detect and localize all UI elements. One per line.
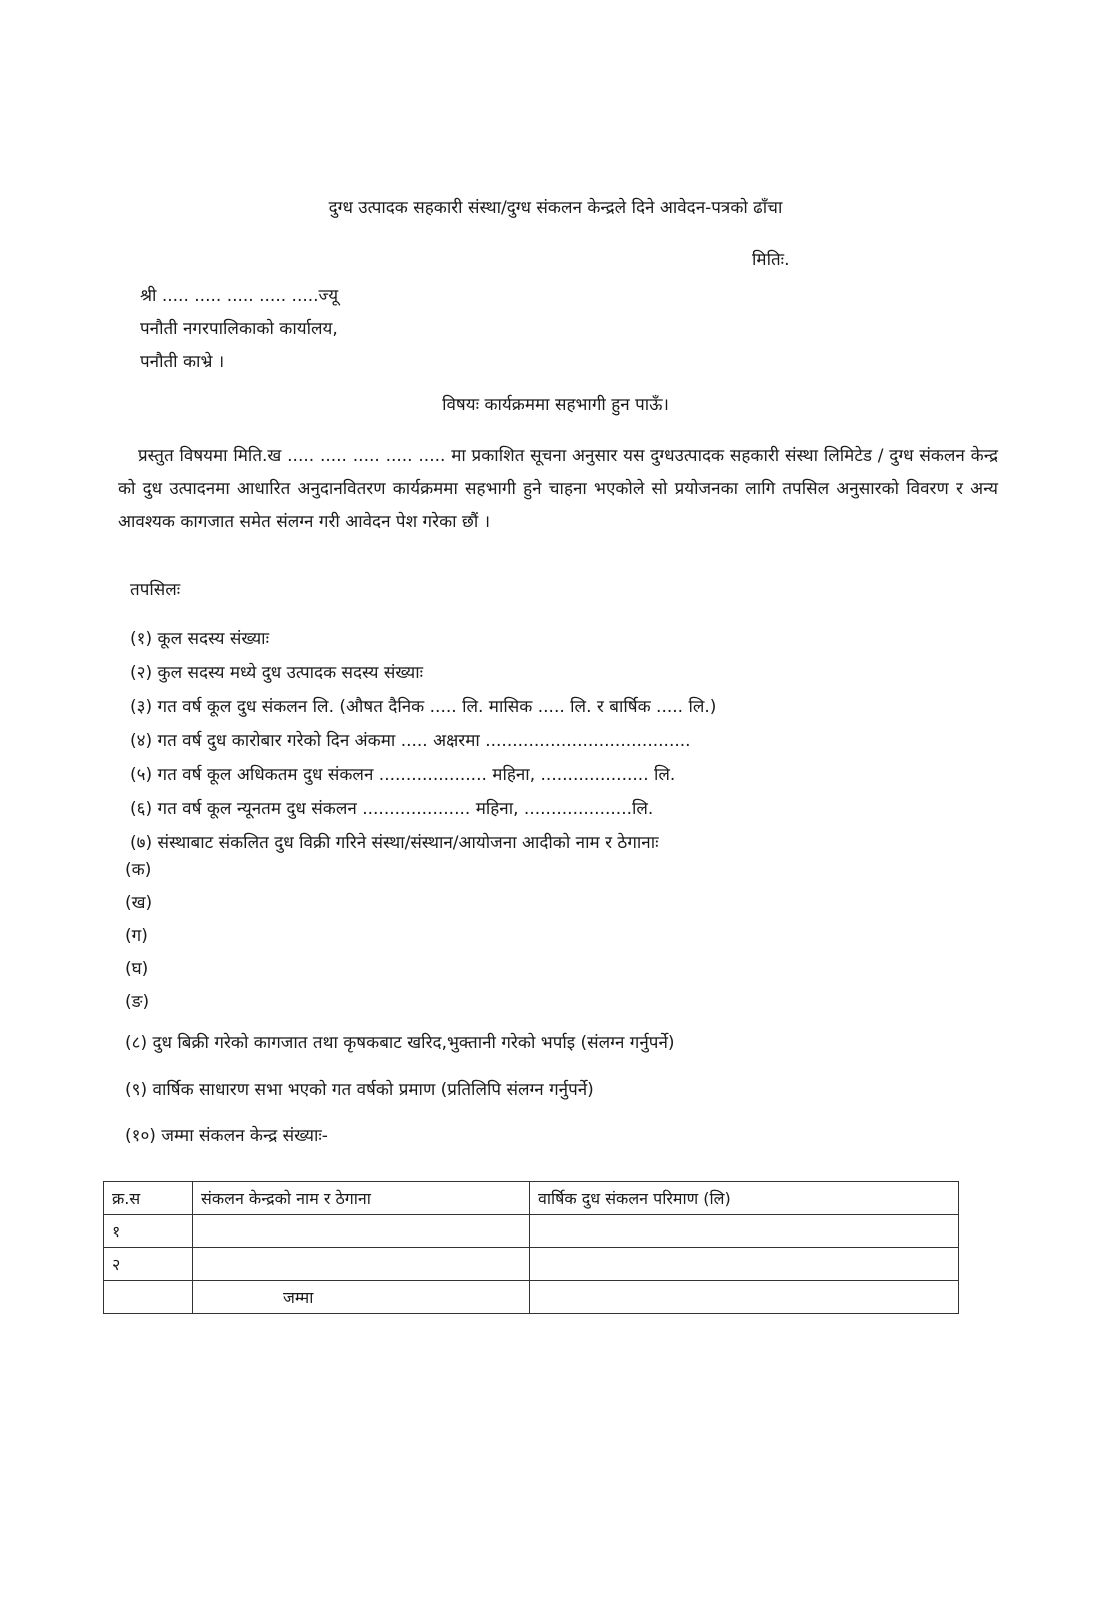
row-quantity-cell [530,1248,959,1281]
detail-item-8: (८) दुध बिक्री गरेको कागजात तथा कृषकबाट खरिद,भुक्तानी गरेको भर्पाइ (संलग्न गर्नुपर्ने) [125,1033,675,1053]
detail-item-2: (२) कुल सदस्य मध्ये दुध उत्पादक सदस्य संख्याः [130,663,424,683]
total-serial-cell [104,1281,193,1314]
sub-item-gha: (घ) [125,959,149,979]
recipient-office-line: पनौती नगरपालिकाको कार्यालय, [140,319,338,339]
tapasil-label: तपसिलः [130,580,181,600]
row-centre-name-cell [193,1248,530,1281]
subject-line: विषयः कार्यक्रममा सहभागी हुन पाऊँ। [442,395,669,415]
table-row [104,1248,959,1281]
header-serial-number: क्र.स [104,1182,193,1215]
table-row [104,1215,959,1248]
detail-item-7: (७) संस्थाबाट संकलित दुध विक्री गरिने संस्था/संस्थान/आयोजना आदीको नाम र ठेगानाः [130,833,659,853]
detail-item-5: (५) गत वर्ष कूल अधिकतम दुध संकलन .................... महिना, .................... लि. [130,765,676,785]
row-centre-name-cell [193,1215,530,1248]
row-serial-number: १ [104,1215,193,1248]
total-label: जम्मा [193,1281,530,1314]
sub-item-nga: (ङ) [125,992,150,1012]
sub-item-ka: (क) [125,860,152,880]
detail-item-10: (१०) जम्मा संकलन केन्द्र संख्याः- [125,1126,328,1146]
table-header-row [104,1182,959,1215]
form-title: दुग्ध उत्पादक सहकारी संस्था/दुग्ध संकलन केन्द्रले दिने आवेदन-पत्रको ढाँचा [328,198,783,218]
header-annual-quantity: वार्षिक दुध संकलन परिमाण (लि) [530,1182,959,1215]
table-total-row [104,1281,959,1314]
collection-centre-table [103,1181,959,1314]
sub-item-ga: (ग) [125,926,148,946]
detail-item-9: (९) वार्षिक साधारण सभा भएको गत वर्षको प्रमाण (प्रतिलिपि संलग्न गर्नुपर्ने) [125,1080,594,1100]
row-quantity-cell [530,1215,959,1248]
body-paragraph: प्रस्तुत विषयमा मिति.ख ..... ..... ..... ..... ..... मा प्रकाशित सूचना अनुसार यस दुग्धउत्पादक सहकारी संस्था लिमिटेड / दुग्ध संकलन केन्द्र को दुध उत्पादनमा आधारित अनुदानवितरण कार्यक्रममा सहभागी हुने चाहना भएकोले सो प्रयोजनका लागि तपसिल अनुसारको विवरण र अन्य आवश्यक कागजात समेत संलग्न गरी आवेदन पेश गरेका छौं । [118,446,998,532]
recipient-name-line: श्री ..... ..... ..... ..... .....ज्यू [140,286,339,306]
total-quantity-cell [530,1281,959,1314]
recipient-location-line: पनौती काभ्रे । [140,352,225,372]
detail-item-3: (३) गत वर्ष कूल दुध संकलन लि. (औषत दैनिक ..... लि. मासिक ..... लि. र बार्षिक ..... लि.) [130,697,717,717]
date-label: मितिः. [752,250,790,270]
row-serial-number: २ [104,1248,193,1281]
sub-item-kha: (ख) [125,893,153,913]
detail-item-1: (१) कूल सदस्य संख्याः [130,629,270,649]
detail-item-6: (६) गत वर्ष कूल न्यूनतम दुध संकलन .................... महिना, ....................लि. [130,799,654,819]
detail-item-4: (४) गत वर्ष दुध कारोबार गरेको दिन अंकमा ..... अक्षरमा ...................................... [130,731,691,751]
header-centre-name: संकलन केन्द्रको नाम र ठेगाना [193,1182,530,1215]
